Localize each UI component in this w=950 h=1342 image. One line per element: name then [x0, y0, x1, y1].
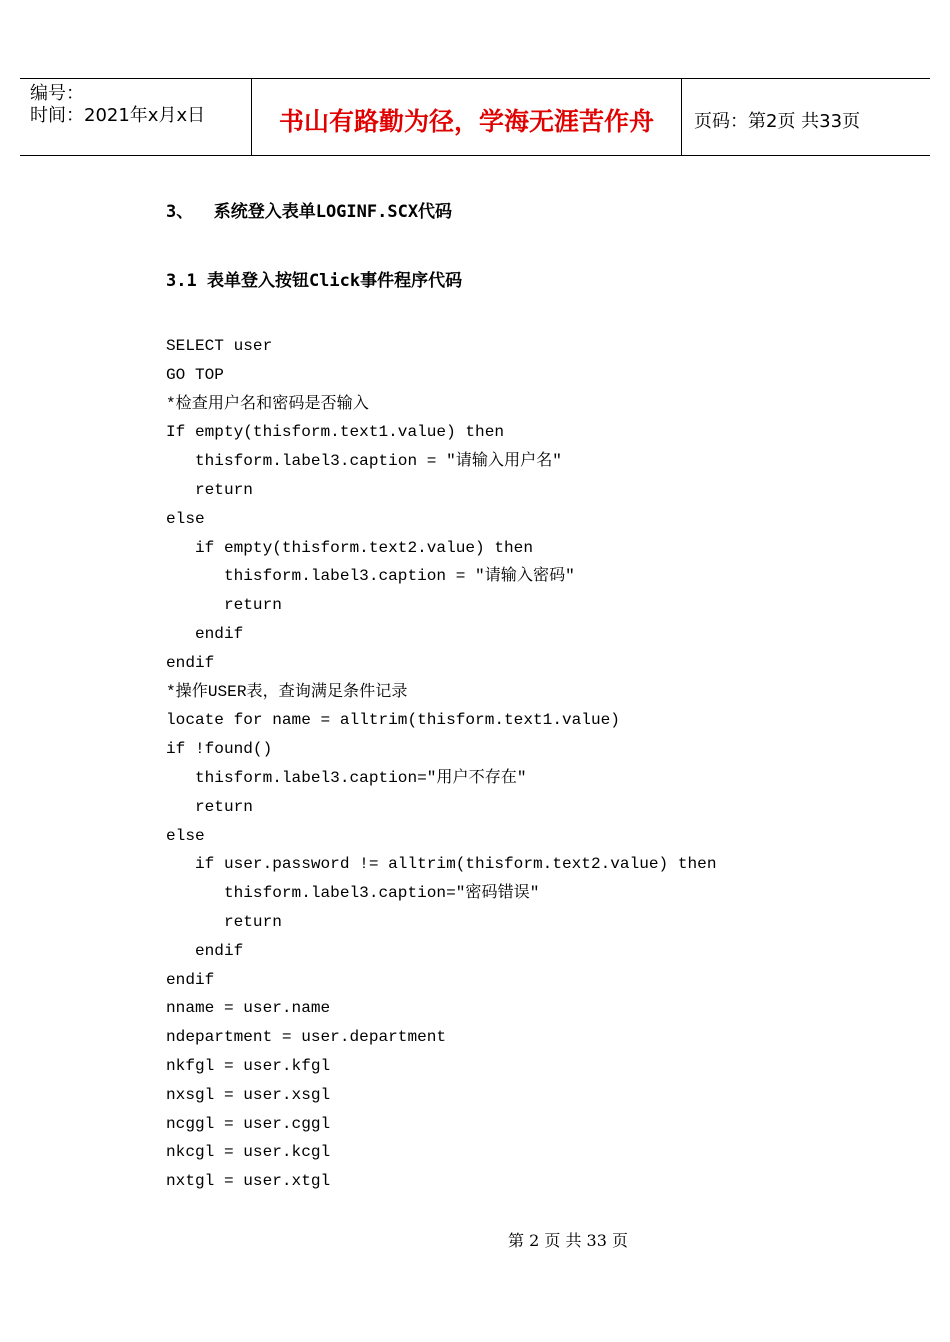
- code-line: if empty(thisform.text2.value) then: [166, 538, 533, 557]
- code-line: endif: [166, 941, 244, 960]
- header-motto: 书山有路勤为径，学海无涯苦作舟: [278, 106, 654, 136]
- code-line: *检查用户名和密码是否输入: [166, 394, 369, 413]
- code-line: locate for name = alltrim(thisform.text1.value): [166, 711, 620, 730]
- code-line: ncggl = user.cggl: [166, 1114, 331, 1133]
- code-line: nkcgl = user.kcgl: [166, 1143, 331, 1162]
- code-line: if !found(): [166, 740, 273, 759]
- code-line: endif: [166, 653, 215, 672]
- code-line: endif: [166, 970, 215, 989]
- code-line: If empty(thisform.text1.value) then: [166, 423, 505, 442]
- code-line: *操作USER表，查询满足条件记录: [166, 682, 408, 701]
- subsection-heading: 3.1 表单登入按钮Click事件程序代码: [166, 271, 463, 291]
- code-line: return: [166, 480, 253, 499]
- code-line: nxtgl = user.xtgl: [166, 1172, 331, 1191]
- code-line: nname = user.name: [166, 999, 331, 1018]
- code-line: return: [166, 797, 253, 816]
- code-line: SELECT user: [166, 337, 273, 355]
- code-line: GO TOP: [166, 365, 224, 384]
- header-page-cell: [682, 79, 930, 156]
- code-line: thisform.label3.caption = "请输入密码": [166, 567, 575, 586]
- code-line: thisform.label3.caption="密码错误": [166, 884, 540, 903]
- code-line: thisform.label3.caption = "请输入用户名": [166, 452, 562, 471]
- header-page-info: 页码：第2页 共33页: [694, 110, 861, 132]
- header-meta-cell: [20, 79, 252, 156]
- code-line: nxsgl = user.xsgl: [166, 1085, 331, 1104]
- code-line: return: [166, 912, 282, 931]
- header-motto-cell: [252, 79, 682, 156]
- code-line: nkfgl = user.kfgl: [166, 1056, 331, 1075]
- code-block: [166, 332, 717, 1196]
- code-line: else: [166, 826, 205, 845]
- page-footer: 第 2 页 共 33 页: [508, 1231, 628, 1250]
- document-number-label: 编号：: [30, 83, 84, 104]
- code-line: else: [166, 509, 205, 528]
- section-heading: 3、 系统登入表单LOGINF.SCX代码: [166, 202, 453, 222]
- code-line: if user.password != alltrim(thisform.text2.value) then: [166, 855, 717, 874]
- document-time-label: 时间：2021年x月x日: [30, 105, 206, 126]
- code-line: return: [166, 596, 282, 615]
- code-line: ndepartment = user.department: [166, 1028, 447, 1047]
- page-header: [20, 78, 930, 156]
- code-line: thisform.label3.caption="用户不存在": [166, 768, 527, 787]
- code-line: endif: [166, 624, 244, 643]
